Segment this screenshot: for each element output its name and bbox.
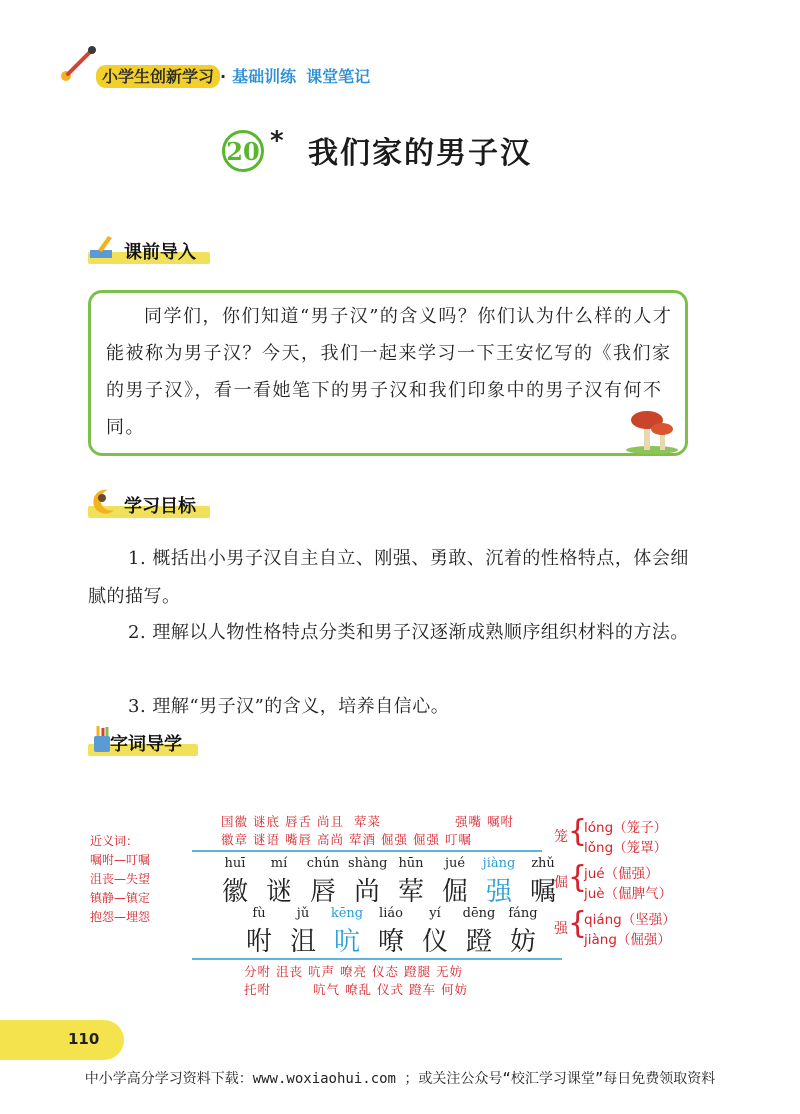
divider-line-top [192, 850, 542, 852]
lesson-title: 我们家的男子汉 [308, 136, 532, 171]
char-cell: fù 咐 [245, 906, 272, 957]
char-cell: yí 仪 [421, 906, 448, 957]
char-cell: hūn 荤 [397, 856, 424, 907]
char-cell-highlight: jiàng 强 [482, 856, 516, 907]
char-cell: huī 徽 [221, 856, 248, 907]
char-cell: dēng 蹬 [462, 906, 496, 957]
char-cell: shàng 尚 [348, 856, 388, 907]
word-row-top-1: 国徽 谜底 唇舌 尚且 荤菜 强嘴 嘱咐 [221, 814, 514, 829]
brush-logo-icon [58, 44, 98, 84]
synonym-item: 嘱咐—叮嘱 [90, 853, 151, 867]
lesson-star: * [270, 126, 284, 156]
series-title: 小学生创新学习 · 基础训练 课堂笔记 [96, 64, 370, 87]
page-number-tab [0, 1020, 124, 1060]
synonym-item: 抱怨—埋怨 [90, 910, 151, 924]
mushroom-icon [624, 404, 680, 454]
char-cell: liáo 嘹 [377, 906, 404, 957]
section-header-intro: 课前导入 [88, 240, 218, 264]
intro-paragraph: 同学们，你们知道“男子汉”的含义吗？你们认为什么样的人才能被称为男子汉？今天，我们一起来学习一下王安忆写的《我们家的男子汉》，看一看她笔下的男子汉和我们印象中的男子汉有何不同。 [106, 306, 673, 438]
char-cell: jǔ 沮 [289, 906, 316, 957]
page-number: 110 [68, 1030, 100, 1048]
word-row-bottom-1: 分咐 沮丧 吭声 嘹亮 仪态 蹬腿 无妨 [244, 964, 464, 979]
char-cell: jué 倔 [441, 856, 468, 907]
synonyms-title: 近义词： [90, 834, 139, 848]
pencil-icon [88, 232, 118, 262]
section-header-goals: 学习目标 [88, 494, 218, 518]
synonym-item: 沮丧—失望 [90, 872, 151, 886]
char-cell: mí 谜 [265, 856, 292, 907]
goal-item-2: 2. 理解以人物性格特点分类和男子汉逐渐成熟顺序组织材料的方法。 [128, 622, 689, 643]
word-row-bottom-2: 托咐 吭气 嘹乱 仪式 蹬车 何妨 [244, 982, 469, 997]
char-row-2 [240, 906, 542, 958]
char-cell: fáng 妨 [508, 906, 538, 957]
moon-reading-icon [88, 486, 118, 516]
lesson-number-badge: 20 [222, 130, 264, 172]
char-row-1 [216, 856, 562, 908]
char-cell: chún 唇 [306, 856, 340, 907]
char-cell-highlight: kēng 吭 [330, 906, 364, 957]
footer-note: 中小学高分学习资料下载：www.woxiaohui.com ；或关注公众号“校汇学习课堂”每日免费领取资料 [84, 1071, 716, 1087]
section-header-words: 字词导学 [88, 732, 198, 756]
divider-line-bottom [192, 958, 562, 960]
synonym-item: 镇静—镇定 [90, 891, 151, 905]
goal-item-1: 1. 概括出小男子汉自主自立、刚强、勇敢、沉着的性格特点，体会细腻的描写。 [88, 548, 689, 607]
char-cell: zhǔ 嘱 [529, 856, 556, 907]
goal-item-3: 3. 理解“男子汉”的含义，培养自信心。 [128, 696, 450, 717]
word-row-top-2: 徽章 谜语 嘴唇 高尚 荤酒 倔强 倔强 叮嘱 [221, 832, 473, 847]
